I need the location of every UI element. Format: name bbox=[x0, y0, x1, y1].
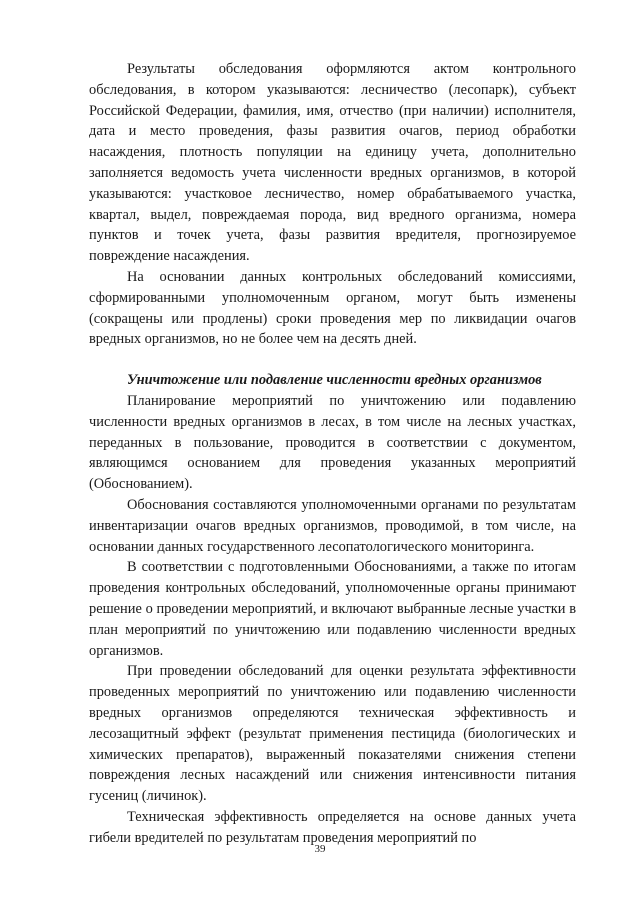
paragraph-justifications: Обоснования составляются уполномоченными органами по результатам инвентаризации очагов вредных организмов, проводимой, в том числе, на основании данных государственного лесопатологического мониторинга. bbox=[89, 496, 576, 555]
page-number: 39 bbox=[314, 843, 326, 855]
paragraph-effectiveness: При проведении обследований для оценки результата эффективности проведенных мероприятий по уничтожению или подавлению численности вредных организмов определяются техническая эффективность и лесозащитный эффект (результат применения пестицида (биологических и химических препаратов), выраженный показателями снижения степени повреждения лесных насаждений или снижения интенсивности питания гусениц (личинок). bbox=[89, 663, 576, 805]
paragraph-technical-effectiveness: Техническая эффективность определяется на основе данных учета гибели вредителей по результатам проведения мероприятий по bbox=[89, 808, 576, 846]
paragraph-deadline-changes: На основании данных контрольных обследований комиссиями, сформированными уполномоченным органом, могут быть изменены (сокращены или продлены) сроки проведения мер по ликвидации очагов вредных организмов, но не более чем на десять дней. bbox=[89, 268, 576, 348]
section-heading: Уничтожение или подавление численности вредных организмов bbox=[127, 372, 542, 389]
paragraph-decision: В соответствии с подготовленными Обоснованиями, а также по итогам проведения контрольных обследований, уполномоченные органы принимают решение о проведении мероприятий, и включают выбранные лесные участки в план мероприятий по уничтожению или подавлению численности вредных организмов. bbox=[89, 559, 576, 659]
paragraph-planning: Планирование мероприятий по уничтожению или подавлению численности вредных организмов в лесах, в том числе на лесных участках, переданных в пользование, проводится в соответствии с документом, являющимся основанием для проведения указанных мероприятий (Обоснованием). bbox=[89, 392, 576, 493]
body-text bbox=[89, 59, 576, 848]
paragraph-inspection-results: Результаты обследования оформляются актом контрольного обследования, в котором указываются: лесничество (лесопарк), субъект Российской Федерации, фамилия, имя, отчество (при наличии) исполнителя, дата и место проведения, фазы развития очагов, период обработки насаждения, плотность популяции на единицу учета, дополнительно заполняется ведомость учета численности вредных организмов, в которой указываются: участковое лесничество, номер обрабатываемого участка, квартал, выдел, повреждаемая порода, вид вредного организма, номера пунктов и точек учета, фазы развития вредителя, прогнозируемое повреждение насаждения. bbox=[89, 61, 576, 265]
